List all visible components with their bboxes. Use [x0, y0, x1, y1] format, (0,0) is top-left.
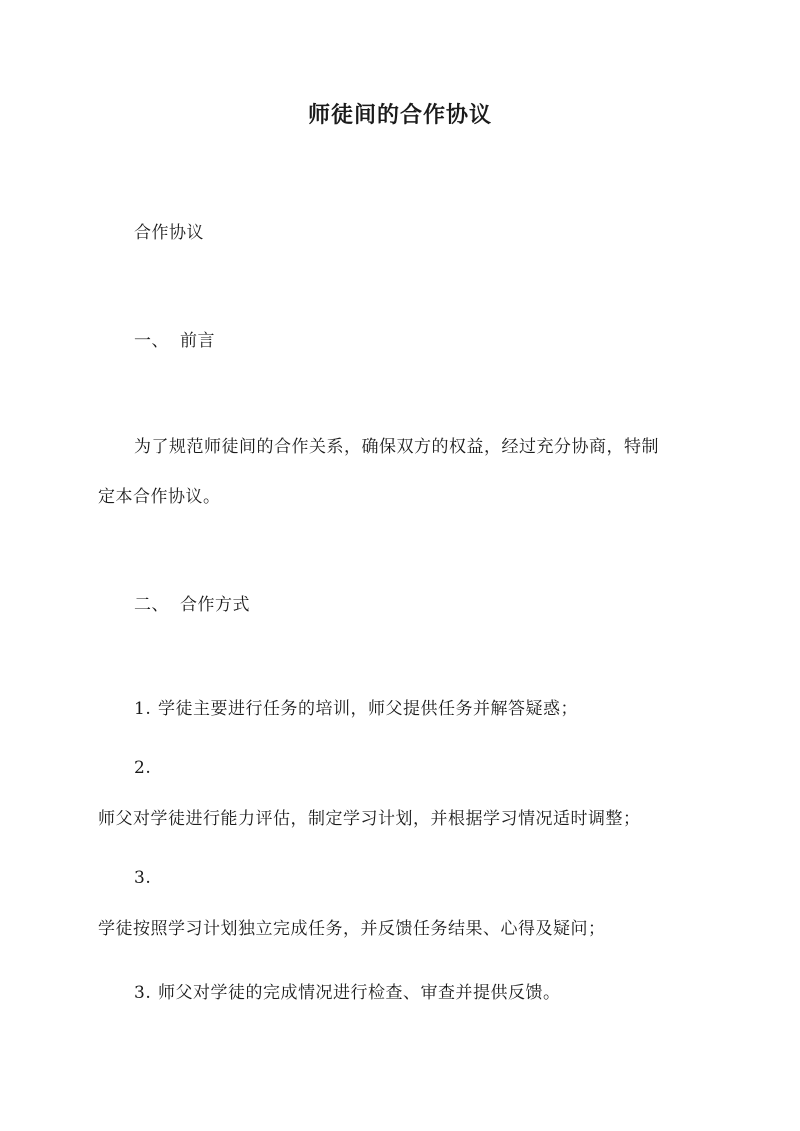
document-subtitle: 合作协议 [134, 223, 204, 243]
list-item-number: 1. [134, 699, 152, 719]
list-item-text: 师父对学徒的完成情况进行检查、审查并提供反馈。 [158, 983, 561, 1003]
list-item-number: 3. [134, 983, 152, 1003]
list-item-number: 3. [134, 868, 152, 888]
section-title: 合作方式 [180, 595, 250, 615]
paragraph-line: 定本合作协议。 [98, 487, 221, 507]
list-item-text: 学徒按照学习计划独立完成任务，并反馈任务结果、心得及疑问； [98, 919, 606, 939]
document-title: 师徒间的合作协议 [307, 102, 492, 128]
list-item [134, 694, 578, 719]
list-item [134, 978, 561, 1003]
section-title: 前言 [180, 331, 215, 351]
section-heading-cooperation [134, 590, 250, 615]
list-item-text: 学徒主要进行任务的培训，师父提供任务并解答疑惑； [158, 699, 578, 719]
section-number: 二、 [134, 595, 169, 615]
paragraph-line: 为了规范师徒间的合作关系，确保双方的权益，经过充分协商，特制 [134, 437, 659, 457]
section-heading-preface [134, 326, 215, 351]
list-item-text: 师父对学徒进行能力评估，制定学习计划，并根据学习情况适时调整； [98, 809, 641, 829]
list-item-number: 2. [134, 758, 152, 778]
section-number: 一、 [134, 331, 169, 351]
